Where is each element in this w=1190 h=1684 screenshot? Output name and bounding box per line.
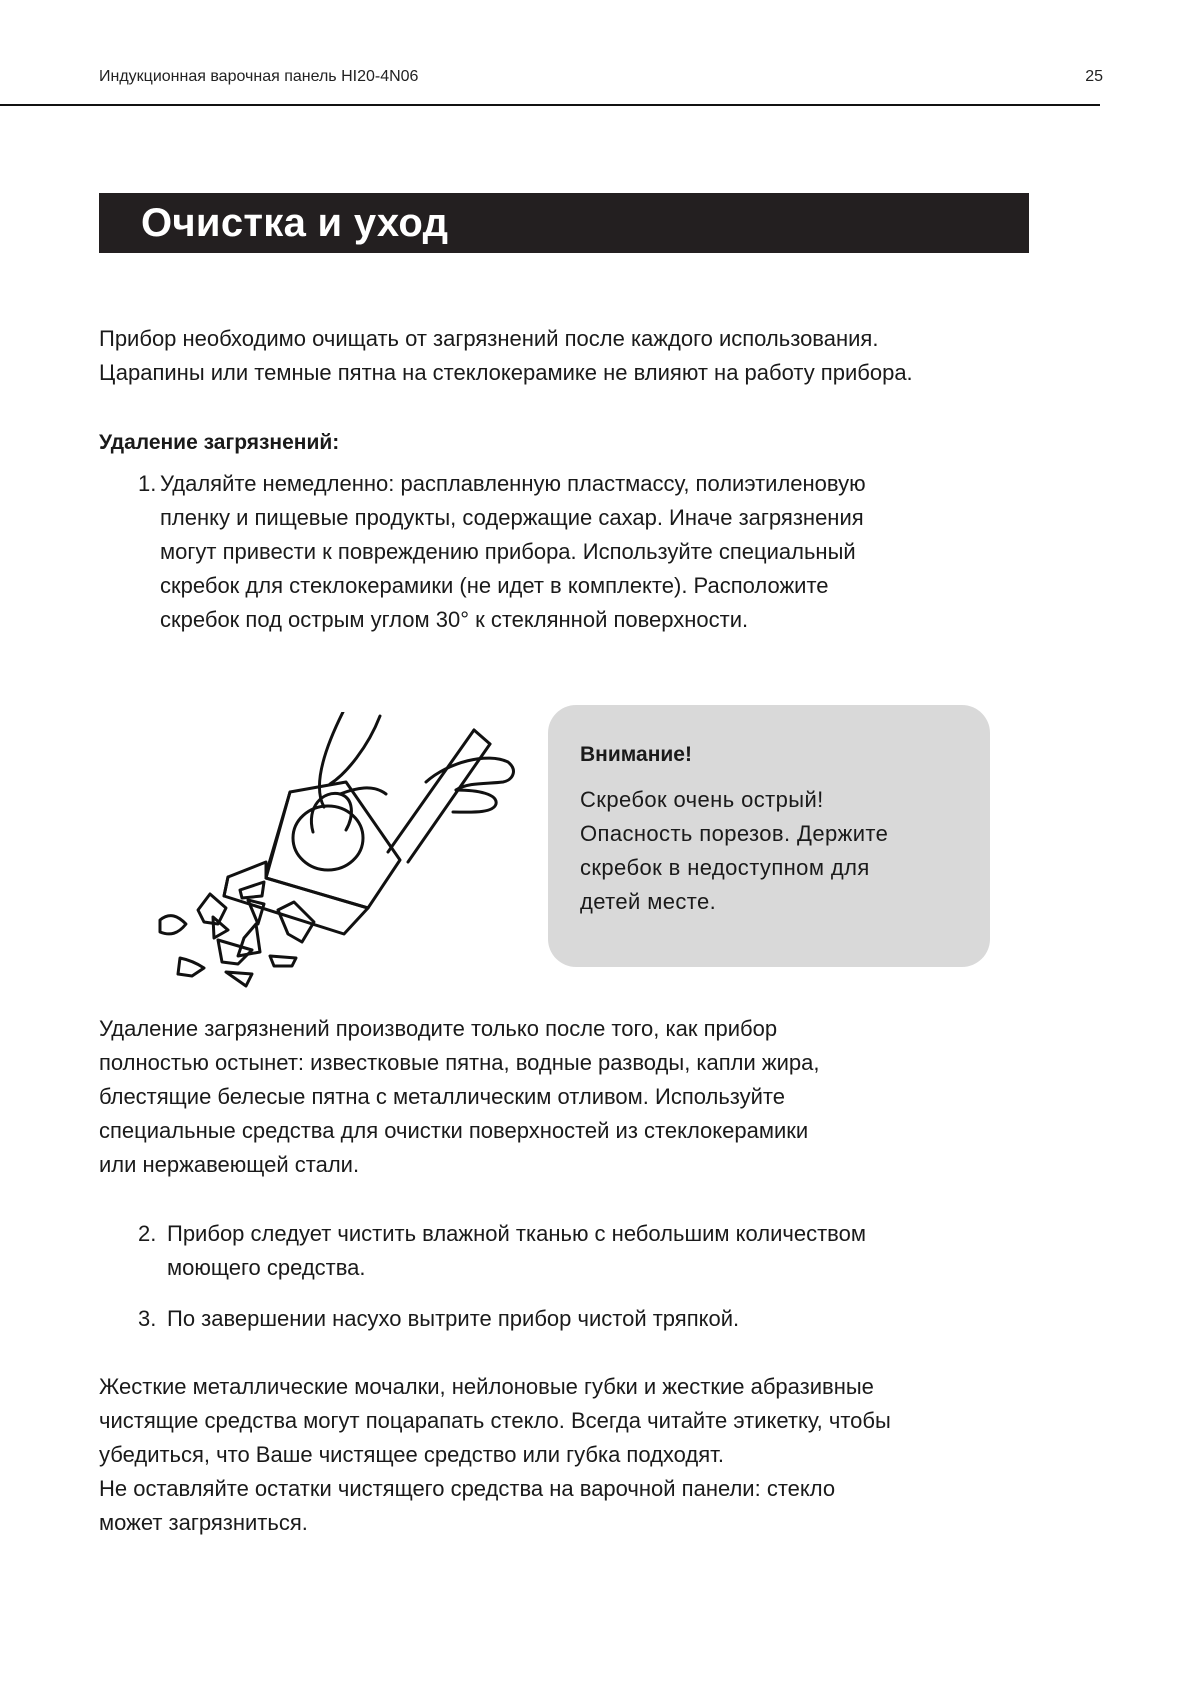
text-line: Прибор следует чистить влажной тканью с небольшим количеством [167, 1221, 866, 1246]
list-item [138, 467, 1038, 637]
removal-heading: Удаление загрязнений: [99, 431, 340, 454]
text-line: Царапины или темные пятна на стеклокерамике не влияют на работу прибора. [99, 360, 913, 385]
text-line: детей месте. [580, 889, 717, 914]
text-line: пленку и пищевые продукты, содержащие сахар. Иначе загрязнения [160, 505, 864, 530]
closing-paragraph [99, 1370, 1059, 1540]
section-title-band [99, 193, 1029, 253]
text-line: полностью остынет: известковые пятна, водные разводы, капли жира, [99, 1050, 820, 1075]
scraper-hand-icon [118, 712, 518, 1002]
text-line: может загрязниться. [99, 1510, 308, 1535]
list-number: 3. [138, 1306, 157, 1331]
text-line: Опасность порезов. Держите [580, 821, 889, 846]
text-line: Прибор необходимо очищать от загрязнений после каждого использования. [99, 326, 879, 351]
intro-paragraph [99, 322, 1059, 390]
text-line: блестящие белесые пятна с металлическим отливом. Используйте [99, 1084, 785, 1109]
text-line: убедиться, что Ваше чистящее средство или губка подходят. [99, 1442, 724, 1467]
text-line: специальные средства для очистки поверхностей из стеклокерамики [99, 1118, 809, 1143]
header-divider [0, 104, 1100, 106]
text-line: По завершении насухо вытрите прибор чистой тряпкой. [167, 1306, 740, 1331]
warning-title: Внимание! [580, 743, 692, 766]
text-line: моющего средства. [167, 1255, 366, 1280]
text-line: Удаление загрязнений производите только после того, как прибор [99, 1016, 778, 1041]
text-line: или нержавеющей стали. [99, 1152, 360, 1177]
text-line: скребок под острым углом 30° к стеклянной поверхности. [160, 607, 749, 632]
after-cooling-paragraph [99, 1012, 1059, 1182]
text-line: Не оставляйте остатки чистящего средства на варочной панели: стекло [99, 1476, 836, 1501]
list-item [138, 1217, 1038, 1285]
warning-callout [548, 705, 990, 967]
list-number: 1. [138, 471, 157, 496]
text-line: чистящие средства могут поцарапать стекло. Всегда читайте этикетку, чтобы [99, 1408, 891, 1433]
document-header-title: Индукционная варочная панель HI20-4N06 [99, 68, 419, 85]
text-line: Жесткие металлические мочалки, нейлоновые губки и жесткие абразивные [99, 1374, 874, 1399]
text-line: могут привести к повреждению прибора. Используйте специальный [160, 539, 856, 564]
warning-text [580, 783, 888, 919]
text-line: Скребок очень острый! [580, 787, 824, 812]
text-line: скребок в недоступном для [580, 855, 870, 880]
section-title: Очистка и уход [141, 201, 449, 245]
list-number: 2. [138, 1221, 157, 1246]
page-number: 25 [1085, 68, 1103, 85]
text-line: Удаляйте немедленно: расплавленную пластмассу, полиэтиленовую [160, 471, 866, 496]
text-line: скребок для стеклокерамики (не идет в комплекте). Расположите [160, 573, 829, 598]
list-item [138, 1302, 1038, 1336]
